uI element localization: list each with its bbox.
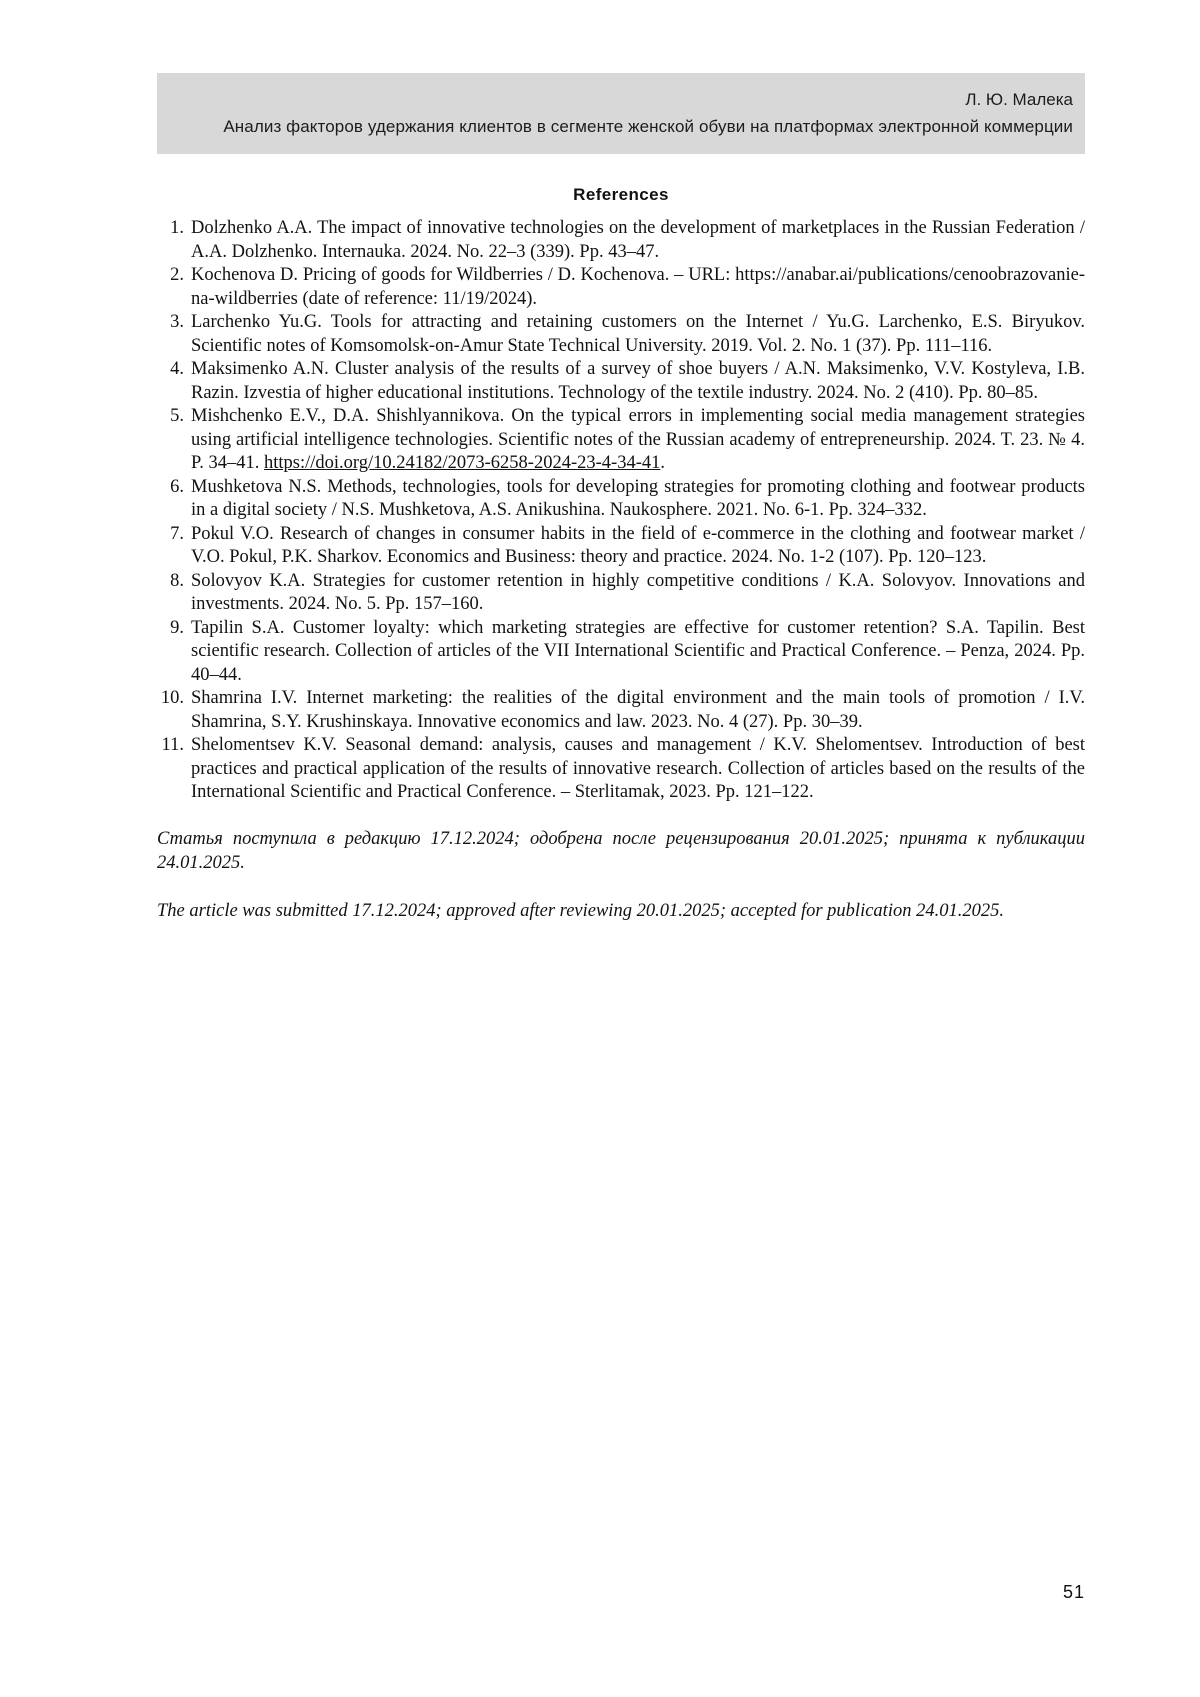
references-heading: References [573, 185, 669, 204]
references-list [157, 217, 1085, 805]
reference-item [157, 264, 1085, 311]
reference-number: 9. [170, 617, 184, 638]
reference-item [157, 687, 1085, 734]
reference-number: 10. [160, 688, 184, 708]
running-head-author: Л. Ю. Малека [965, 90, 1073, 109]
reference-text: Maksimenko A.N. Cluster analysis of the results of a survey of shoe buyers / A.N. Maksimenko, V.V. Kostyleva, I.B. Razin. Izvestia of higher educational institutions. Technology of the textile industry. 2024. No. 2 (410). Pp. 80–85. [191, 359, 1085, 403]
reference-item [157, 476, 1085, 523]
reference-text: Tapilin S.A. Customer loyalty: which marketing strategies are effective for customer retention? S.A. Tapilin. Best scientific research. Collection of articles of the VII International Scientific and Practical Conference. – Penza, 2024. Pp. 40–44. [191, 617, 1085, 685]
reference-number: 3. [170, 312, 184, 332]
page-content [157, 0, 1085, 923]
reference-number: 7. [170, 523, 184, 544]
reference-item [157, 405, 1085, 476]
reference-item [157, 358, 1085, 405]
reference-number: 5. [170, 406, 184, 426]
reference-item [157, 311, 1085, 358]
reference-text: Shelomentsev K.V. Seasonal demand: analysis, causes and management / K.V. Shelomentsev. Introduction of best practices and practical application of the results of innovative research. Collection of articles based on the results of the International Scientific and Practical Conference. – Sterlitamak, 2023. Pp. 121–122. [191, 735, 1085, 802]
reference-text: Dolzhenko A.A. The impact of innovative technologies on the development of marketplaces in the Russian Federation / A.A. Dolzhenko. Internauka. 2024. No. 22–3 (339). Pp. 43–47. [191, 218, 1085, 262]
submission-note-english: The article was submitted 17.12.2024; approved after reviewing 20.01.2025; accepted for publication 24.01.2025. [157, 900, 1004, 921]
running-head-title: Анализ факторов удержания клиентов в сегменте женской обуви на платформах электронной коммерции [223, 117, 1073, 136]
reference-number: 6. [170, 476, 184, 497]
reference-text: Mushketova N.S. Methods, technologies, tools for developing strategies for promoting clothing and footwear products in a digital society / N.S. Mushketova, A.S. Anikushina. Naukosphere. 2021. No. 6-1. Pp. 324–332. [191, 476, 1085, 520]
reference-item [157, 617, 1085, 688]
doi-link[interactable]: https://doi.org/10.24182/2073-6258-2024-23-4-34-41 [264, 453, 661, 473]
reference-number: 2. [170, 265, 184, 285]
submission-note-russian: Статья поступила в редакцию 17.12.2024; одобрена после рецензирования 20.01.2025; принята к публикации 24.01.2025. [157, 828, 1085, 873]
reference-item [157, 570, 1085, 617]
reference-number: 4. [170, 359, 184, 379]
reference-number: 8. [170, 570, 184, 591]
reference-text: Kochenova D. Pricing of goods for Wildberries / D. Kochenova. – URL: https://anabar.ai/publications/cenoobrazovanie-na-wildberries (date of reference: 11/19/2024). [191, 265, 1085, 309]
reference-item [157, 734, 1085, 805]
reference-text: Shamrina I.V. Internet marketing: the realities of the digital environment and the main tools of promotion / I.V. Shamrina, S.Y. Krushinskaya. Innovative economics and law. 2023. No. 4 (27). Pp. 30–39. [191, 688, 1085, 732]
reference-text: Pokul V.O. Research of changes in consumer habits in the field of e-commerce in the clothing and footwear market / V.O. Pokul, P.K. Sharkov. Economics and Business: theory and practice. 2024. No. 1-2 (107). Pp. 120–123. [191, 523, 1085, 567]
reference-number: 11. [161, 735, 184, 755]
running-head [157, 73, 1085, 154]
reference-text: Larchenko Yu.G. Tools for attracting and retaining customers on the Internet / Yu.G. Larchenko, E.S. Biryukov. Scientific notes of Komsomolsk-on-Amur State Technical University. 2019. Vol. 2. No. 1 (37). Pp. 111–116. [191, 312, 1085, 356]
reference-number: 1. [170, 218, 184, 238]
page-number: 51 [1062, 1582, 1085, 1602]
reference-item [157, 523, 1085, 570]
reference-text: Mishchenko E.V., D.A. Shishlyannikova. On the typical errors in implementing social media management strategies using artificial intelligence technologies. Scientific notes of the Russian academy of entrepreneurship. 2024. T. 23. № 4. P. 34–41. https://doi.org/10.24182/2073-6258-2024-23-4-34-41. [191, 406, 1085, 473]
reference-item [157, 217, 1085, 264]
reference-text: Solovyov K.A. Strategies for customer retention in highly competitive conditions / K.A. Solovyov. Innovations and investments. 2024. No. 5. Pp. 157–160. [191, 570, 1085, 614]
